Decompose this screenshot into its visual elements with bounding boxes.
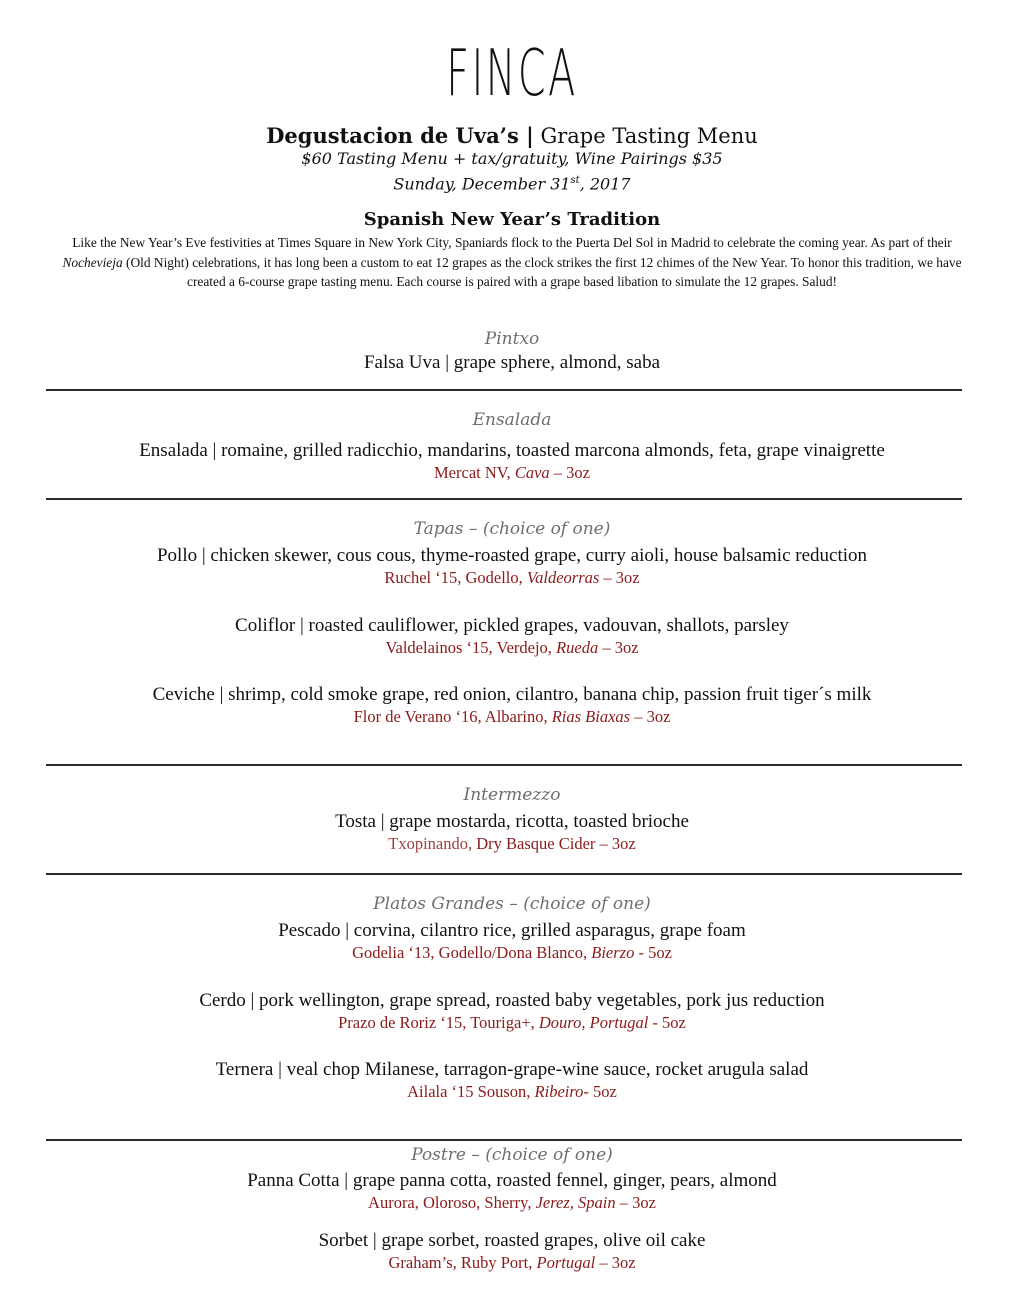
tradition-heading: Spanish New Year’s Tradition bbox=[363, 209, 661, 230]
wine-pour: – 3oz bbox=[615, 1193, 656, 1212]
wine-pour: - 5oz bbox=[634, 943, 672, 962]
divider bbox=[46, 498, 962, 500]
wine-region: Cava bbox=[514, 463, 550, 482]
category-platos-grandes: Platos Grandes – (choice of one) bbox=[373, 894, 651, 914]
dish-ceviche: Ceviche | shrimp, cold smoke grape, red onion, cilantro, banana chip, passion fruit tiger´s milk bbox=[152, 684, 872, 705]
wine-text: Mercat NV, bbox=[434, 463, 515, 482]
tradition-text-italic: Nochevieja bbox=[62, 254, 123, 270]
category-pintxo: Pintxo bbox=[484, 329, 540, 349]
dish-cerdo: Cerdo | pork wellington, grape spread, roasted baby vegetables, pork jus reduction bbox=[199, 990, 825, 1011]
wine-tosta bbox=[0, 833, 1024, 855]
wine-pour: Dry Basque Cider – 3oz bbox=[476, 834, 636, 853]
dish-pescado: Pescado | corvina, cilantro rice, grilled asparagus, grape foam bbox=[278, 920, 746, 941]
dish-ensalada: Ensalada | romaine, grilled radicchio, mandarins, toasted marcona almonds, feta, grape vinaigrette bbox=[139, 440, 885, 461]
wine-pollo bbox=[0, 567, 1024, 589]
wine-region: Bierzo bbox=[591, 943, 635, 962]
divider bbox=[46, 873, 962, 875]
dish-pollo: Pollo | chicken skewer, cous cous, thyme-roasted grape, curry aioli, house balsamic reduction bbox=[156, 545, 868, 566]
wine-text: Ruchel ‘15, Godello, bbox=[384, 568, 527, 587]
wine-region: Ribeiro bbox=[534, 1082, 584, 1101]
tradition-text bbox=[50, 233, 974, 292]
wine-region: Valdeorras bbox=[526, 568, 600, 587]
wine-pour: – 3oz bbox=[595, 1253, 636, 1272]
wine-ensalada bbox=[0, 462, 1024, 484]
dish-tosta: Tosta | grape mostarda, ricotta, toasted brioche bbox=[335, 811, 689, 832]
dish-ternera: Ternera | veal chop Milanese, tarragon-grape-wine sauce, rocket arugula salad bbox=[215, 1059, 809, 1080]
menu-title bbox=[0, 123, 1024, 149]
date-post: , 2017 bbox=[579, 174, 631, 194]
dish-panna-cotta: Panna Cotta | grape panna cotta, roasted fennel, ginger, pears, almond bbox=[247, 1170, 777, 1191]
category-intermezzo: Intermezzo bbox=[463, 785, 561, 805]
wine-text: Txopinando, bbox=[388, 834, 477, 853]
wine-pescado bbox=[0, 942, 1024, 964]
divider bbox=[46, 764, 962, 766]
wine-text: Aurora, Oloroso, Sherry, bbox=[368, 1193, 536, 1212]
wine-pour: – 3oz bbox=[549, 463, 590, 482]
wine-panna-cotta bbox=[0, 1192, 1024, 1214]
dish-coliflor: Coliflor | roasted cauliflower, pickled grapes, vadouvan, shallots, parsley bbox=[235, 615, 789, 636]
wine-region: Rueda bbox=[556, 638, 599, 657]
category-postre: Postre – (choice of one) bbox=[411, 1145, 613, 1165]
divider bbox=[46, 1139, 962, 1141]
divider bbox=[46, 389, 962, 391]
wine-pour: – 3oz bbox=[599, 568, 640, 587]
dish-falsa-uva: Falsa Uva | grape sphere, almond, saba bbox=[363, 352, 661, 373]
date-sup: st bbox=[570, 175, 580, 186]
tradition-text-2: (Old Night) celebrations, it has long been a custom to eat 12 grapes as the clock strikes the first 12 chimes of the New Year. To honor this tradition, we have created a 6-course grape tasting menu. Each course is paired with a grape based libation to simulate the 12 grapes. Salud! bbox=[122, 254, 962, 289]
date-pre: Sunday, December 31 bbox=[393, 174, 571, 194]
tradition-text-1: Like the New Year’s Eve festivities at Times Square in New York City, Spaniards flock to the Puerta Del Sol in Madrid to celebrate the coming year. As part of their bbox=[72, 235, 952, 250]
wine-pour: - 5oz bbox=[648, 1013, 686, 1032]
wine-region: Rias Biaxas bbox=[551, 707, 631, 726]
wine-text: Ailala ‘15 Souson, bbox=[407, 1082, 535, 1101]
wine-pour: - 5oz bbox=[583, 1082, 617, 1101]
wine-text: Flor de Verano ‘16, Albarino, bbox=[353, 707, 552, 726]
date-line bbox=[0, 170, 1024, 195]
wine-pour: – 3oz bbox=[598, 638, 639, 657]
wine-region: Jerez, Spain bbox=[535, 1193, 616, 1212]
wine-pour: – 3oz bbox=[630, 707, 671, 726]
menu-title-rest: Grape Tasting Menu bbox=[533, 124, 758, 148]
menu-title-bold: Degustacion de Uva’s | bbox=[266, 123, 534, 148]
wine-text: Graham’s, Ruby Port, bbox=[388, 1253, 537, 1272]
wine-ceviche bbox=[0, 706, 1024, 728]
category-ensalada: Ensalada bbox=[472, 410, 552, 430]
category-tapas: Tapas – (choice of one) bbox=[413, 519, 611, 539]
wine-region: Portugal bbox=[536, 1253, 596, 1272]
dish-sorbet: Sorbet | grape sorbet, roasted grapes, olive oil cake bbox=[318, 1230, 706, 1251]
wine-coliflor bbox=[0, 637, 1024, 659]
finca-logo: FINCA bbox=[446, 37, 578, 111]
wine-ternera bbox=[0, 1081, 1024, 1103]
wine-text: Godelia ‘13, Godello/Dona Blanco, bbox=[352, 943, 592, 962]
wine-text: Prazo de Roriz ‘15, Touriga+, bbox=[338, 1013, 539, 1032]
price-line: $60 Tasting Menu + tax/gratuity, Wine Pairings $35 bbox=[301, 149, 723, 168]
wine-sorbet bbox=[0, 1252, 1024, 1274]
wine-text: Valdelainos ‘15, Verdejo, bbox=[385, 638, 557, 657]
wine-cerdo bbox=[0, 1012, 1024, 1034]
wine-region: Douro, Portugal bbox=[538, 1013, 649, 1032]
